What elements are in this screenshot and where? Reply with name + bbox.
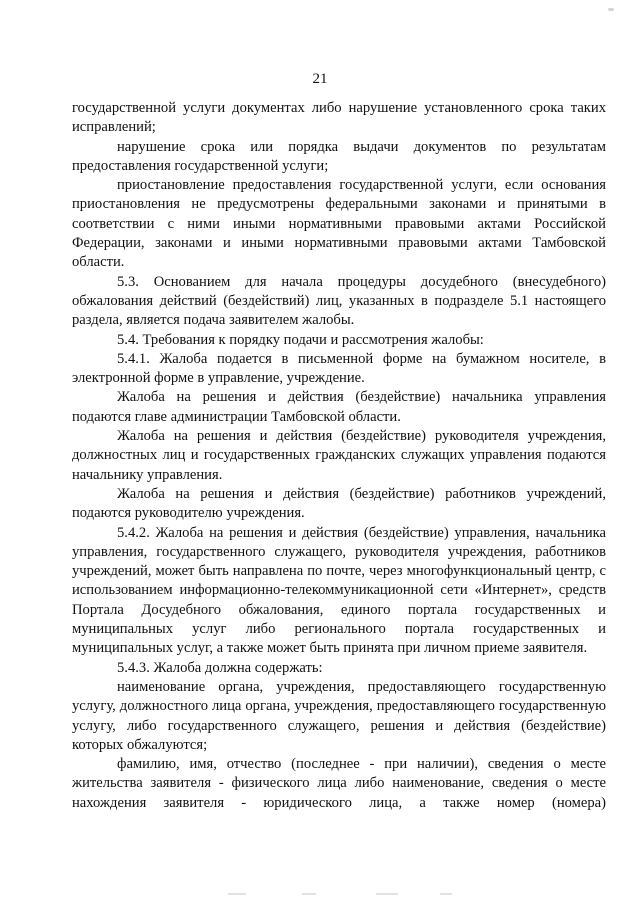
paragraph-suspension: приостановление предоставления государственной услуги, если основания приостановления не предусмотрены федеральными законами и принятыми в соответствии с ними иными нормативными правовыми актами Российской Федерации, законами и иными нормативными правовыми актами Тамбовской области. <box>72 177 606 271</box>
paragraph-head-of-department: Жалоба на решения и действия (бездействие) начальника управления подаются главе администрации Тамбовской области. <box>72 389 606 425</box>
paragraph-5-4-3: 5.4.3. Жалоба должна содержать: <box>117 659 323 676</box>
paragraph-institution-employees: Жалоба на решения и действия (бездействие) работников учреждений, подаются руководителю учреждения. <box>72 485 606 522</box>
paragraph-body-name: наименование органа, учреждения, предоставляющего государственную услугу, должностного лица органа, учреждения, предоставляющего государственную услугу, либо государственного служащего, решения и действия (бездействие) которых обжалуются; <box>72 678 606 753</box>
paragraph-5-3: 5.3. Основанием для начала процедуры досудебного (внесудебного) обжалования действий (бездействий) лиц, указанных в подразделе 5.1 настоящего раздела, является подача заявителем жалобы. <box>72 273 606 329</box>
paragraph-head-of-institution: Жалоба на решения и действия (бездействие) руководителя учреждения, должностных лиц и государственных гражданских служащих управления подаются начальнику управления. <box>72 428 606 483</box>
paragraph-5-4-1: 5.4.1. Жалоба подается в письменной форме на бумажном носителе, в электронной форме в управление, учреждение. <box>72 350 606 387</box>
paragraph-5-4-2: 5.4.2. Жалоба на решения и действия (бездействие) управления, начальника управления, государственного служащего, руководителя учреждения, работников учреждений, может быть направлена по почте, через многофункциональный центр, с использованием информационно-телекоммуникационной сети «Интернет», средств Портала Досудебного обжалования, единого портала государственных и муниципальных услуг либо регионального портала государственных и муниципальных услуг, а также может быть принята при личном приеме заявителя. <box>72 524 606 657</box>
document-body <box>72 99 606 813</box>
scan-artifacts <box>190 893 490 896</box>
paragraph-violation-issuance: нарушение срока или порядка выдачи документов по результатам предоставления государственной услуги; <box>72 138 606 174</box>
paragraph-applicant-name: фамилию, имя, отчество (последнее - при наличии), сведения о месте жительства заявителя - физического лица либо наименование, сведения о месте нахождения заявителя - юридического лица, а также номер (номера) <box>72 756 606 811</box>
scan-speck <box>608 8 614 11</box>
page-number: 21 <box>312 71 328 87</box>
paragraph-continuation: государственной услуги документах либо нарушение установленного срока таких исправлений; <box>72 100 606 136</box>
paragraph-5-4: 5.4. Требования к порядку подачи и рассмотрения жалобы: <box>117 331 484 348</box>
